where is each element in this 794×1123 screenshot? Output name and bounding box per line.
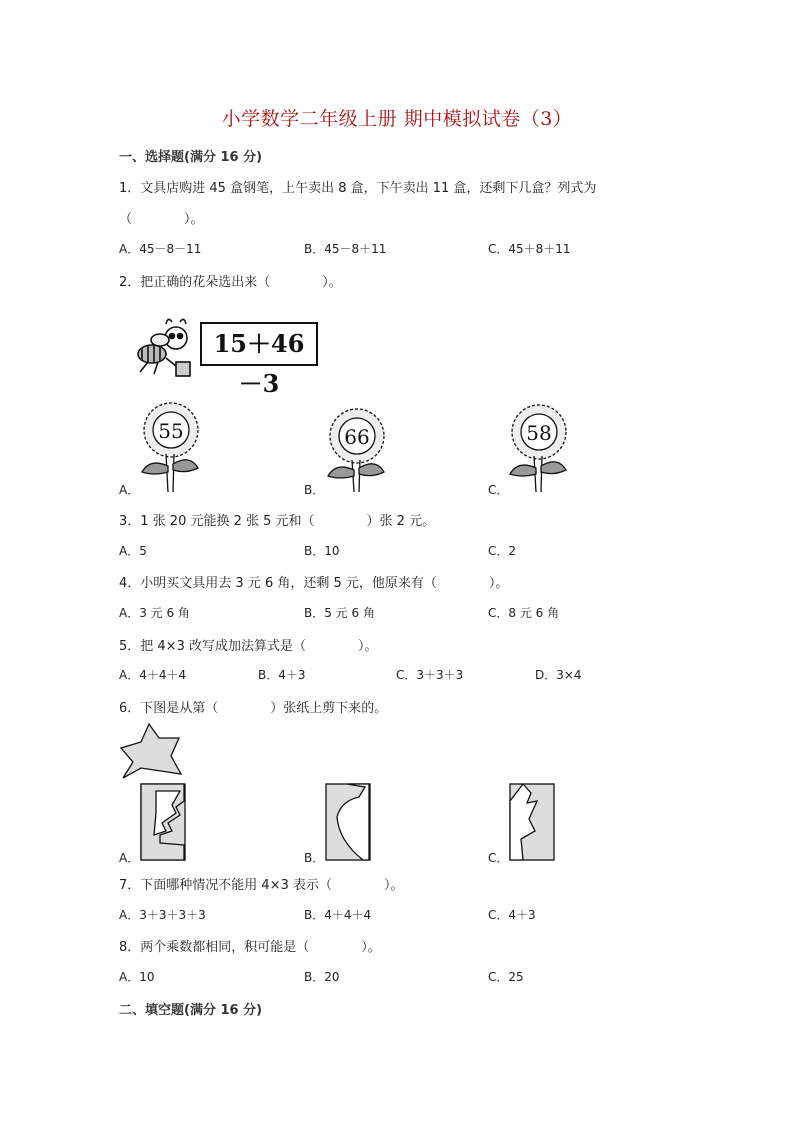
question-8-text: 8．两个乘数都相同，积可能是（ ）。 — [119, 940, 381, 955]
paper-c-figure — [509, 783, 555, 861]
question-8-option-b[interactable]: B．20 — [304, 970, 340, 984]
question-8-option-a[interactable]: A．10 — [119, 970, 155, 984]
paper-b-figure — [325, 783, 371, 861]
question-3-option-c[interactable]: C．2 — [488, 544, 517, 558]
question-1-option-b[interactable]: B．45－8＋11 — [304, 242, 387, 256]
bee-icon — [132, 318, 198, 380]
question-6-option-c[interactable]: C． — [488, 851, 509, 865]
flower-a-number: 55 — [158, 419, 184, 443]
question-8-option-c[interactable]: C．25 — [488, 970, 524, 984]
section-heading-choice: 一、选择题(满分 16 分) — [119, 150, 263, 165]
question-1-option-a[interactable]: A．45－8－11 — [119, 242, 202, 256]
question-6-option-a[interactable]: A． — [119, 851, 140, 865]
sunflower-b-icon — [326, 408, 388, 492]
question-2-text: 2．把正确的花朵选出来（ ）。 — [119, 275, 342, 290]
question-3-option-a[interactable]: A．5 — [119, 544, 147, 558]
section-heading-fill: 二、填空题(满分 16 分) — [119, 1003, 263, 1018]
paper-a-figure — [140, 783, 186, 861]
question-5-text: 5．把 4×3 改写成加法算式是（ ）。 — [119, 639, 378, 654]
question-3-option-b[interactable]: B．10 — [304, 544, 340, 558]
sunflower-a-icon — [140, 402, 202, 492]
question-7-text: 7．下面哪种情况不能用 4×3 表示（ ）。 — [119, 878, 404, 893]
question-5-option-d[interactable]: D．3×4 — [535, 668, 582, 682]
question-2-option-c[interactable]: C． — [488, 483, 509, 497]
question-4-text: 4．小明买文具用去 3 元 6 角，还剩 5 元，他原来有（ ）。 — [119, 576, 509, 591]
question-5-option-a[interactable]: A．4＋4＋4 — [119, 668, 187, 682]
flower-b-number: 66 — [344, 425, 370, 449]
question-6-text: 6．下图是从第（ ）张纸上剪下来的。 — [119, 701, 388, 716]
question-7-option-c[interactable]: C．4＋3 — [488, 908, 536, 922]
question-3-text: 3．1 张 20 元能换 2 张 5 元和（ ）张 2 元。 — [119, 514, 436, 529]
question-2-option-b[interactable]: B． — [304, 483, 325, 497]
question-1-text: 1．文具店购进 45 盒钢笔，上午卖出 8 盒，下午卖出 11 盒，还剩下几盒？列式为 — [119, 181, 597, 196]
page-title: 小学数学二年级上册 期中模拟试卷（3） — [221, 108, 573, 130]
question-5-option-c[interactable]: C．3＋3＋3 — [396, 668, 464, 682]
question-4-option-b[interactable]: B．5 元 6 角 — [304, 606, 375, 620]
question-4-option-c[interactable]: C．8 元 6 角 — [488, 606, 560, 620]
question-1-option-c[interactable]: C．45＋8＋11 — [488, 242, 571, 256]
cut-shape-figure — [119, 722, 181, 780]
question-1-answer-blank: （ ）。 — [119, 212, 204, 227]
question-7-option-a[interactable]: A．3＋3＋3＋3 — [119, 908, 206, 922]
question-5-option-b[interactable]: B．4＋3 — [258, 668, 306, 682]
flower-c-number: 58 — [526, 421, 552, 445]
question-6-option-b[interactable]: B． — [304, 851, 325, 865]
question-7-option-b[interactable]: B．4＋4＋4 — [304, 908, 372, 922]
expression-box: 15＋46－3 — [200, 322, 318, 366]
question-2-option-a[interactable]: A． — [119, 483, 140, 497]
sunflower-c-icon — [508, 404, 570, 492]
question-4-option-a[interactable]: A．3 元 6 角 — [119, 606, 190, 620]
